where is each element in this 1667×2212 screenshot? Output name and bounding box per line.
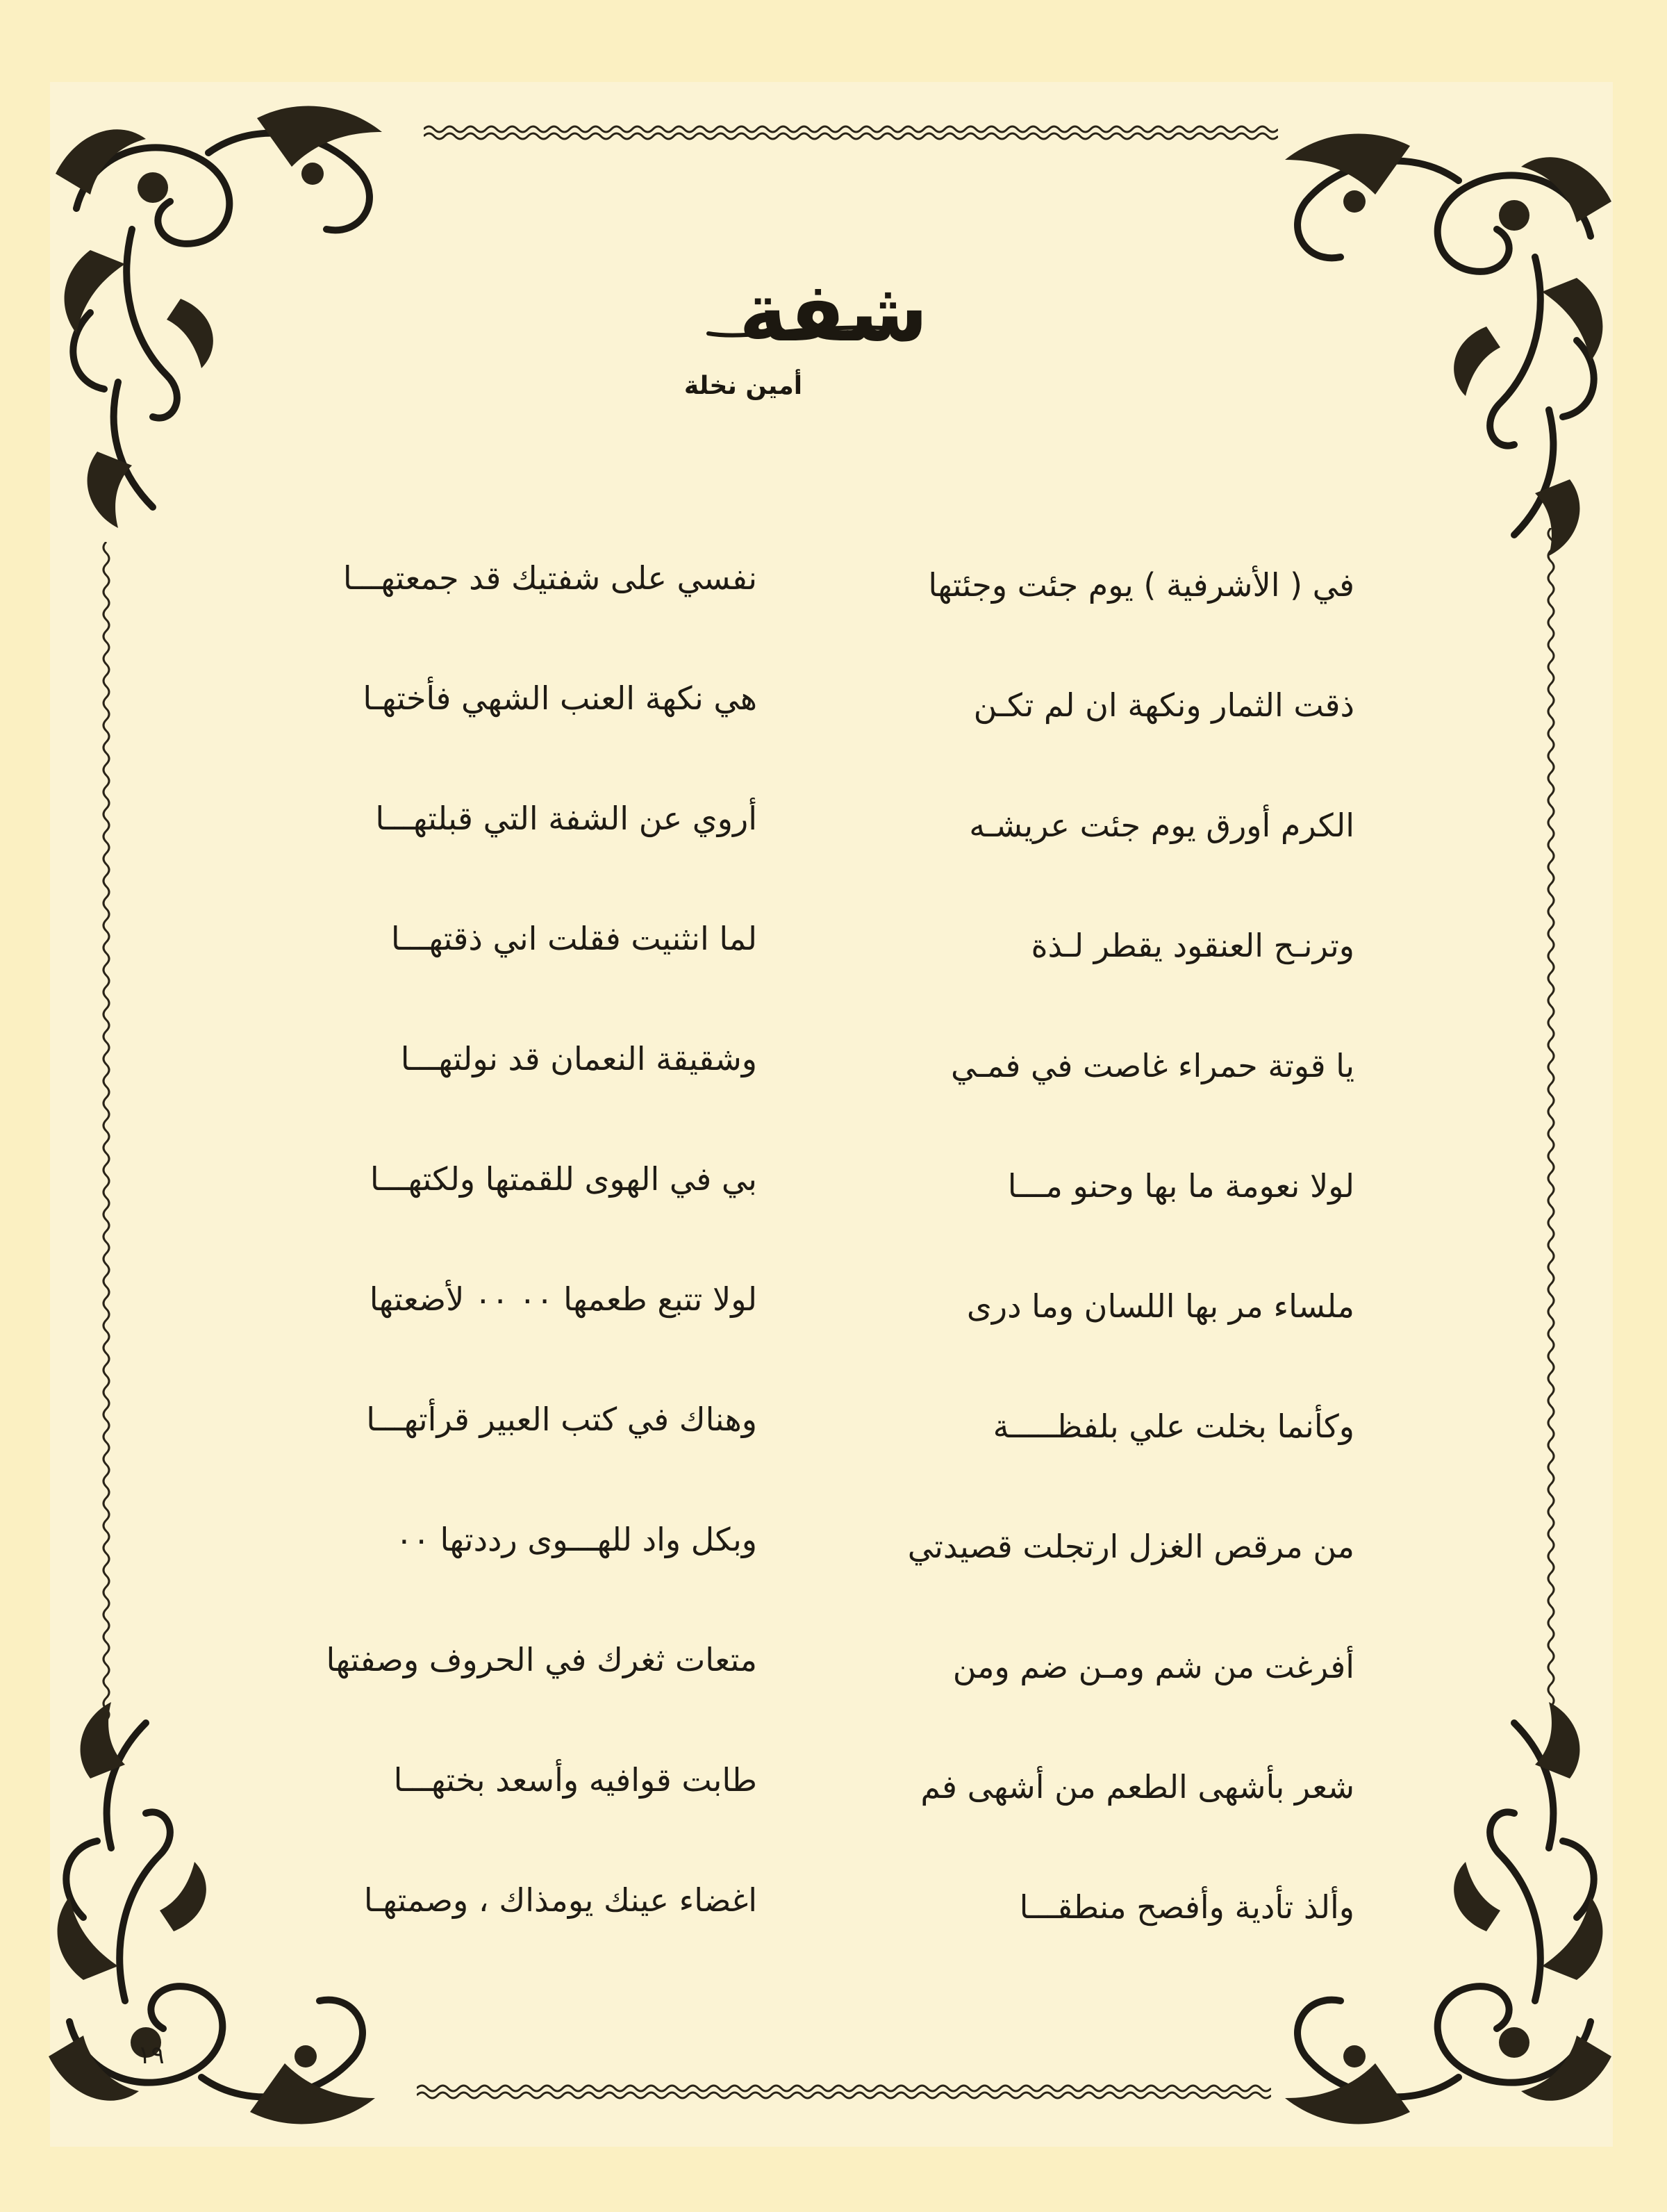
verse-second-hemistich: وشقيقة النعمان قد نولتهـــا (400, 1040, 757, 1078)
verse-second-hemistich: هي نكهة العنب الشهي فأختهـا (363, 679, 757, 717)
verse-second-hemistich: بي في الهوى للقمتها ولكتهـــا (370, 1160, 757, 1198)
verse-first-hemistich: يا قوتة حمراء غاصت في فمـي (951, 1047, 1354, 1084)
verse-second-hemistich: متعات ثغرك في الحروف وصفتها (326, 1641, 757, 1678)
verse-second-hemistich: وهناك في كتب العبير قرأتهـــا (366, 1401, 757, 1438)
bottom-wavy-rule (417, 2081, 1271, 2102)
verse-second-hemistich: أروي عن الشفة التي قبلتهـــا (375, 800, 757, 837)
top-wavy-rule (424, 122, 1278, 143)
verse-first-hemistich: الكرم أورق يوم جئت عريشـه (969, 807, 1354, 844)
verse-first-hemistich: في ( الأشرفية ) يوم جئت وجئتها (928, 566, 1354, 604)
verse-first-hemistich: ملساء مر بها اللسان وما درى (966, 1287, 1354, 1325)
verse-second-hemistich: لما انثنيت فقلت اني ذقتهـــا (390, 920, 757, 957)
poem-title: شفة (738, 264, 929, 360)
verse-first-hemistich: من مرقص الغزل ارتجلت قصيدتي (907, 1528, 1354, 1565)
verse-first-hemistich: شعر بأشهى الطعم من أشهى فم (920, 1768, 1354, 1806)
verse-second-hemistich: لولا تتبع طعمها ٠٠ ٠٠ لأضعتها (369, 1280, 757, 1318)
right-wavy-rule (1541, 528, 1561, 1709)
poem-author: أمين نخلة (683, 372, 803, 400)
verse-second-hemistich: وبكل واد للهـــوى رددتها ٠٠ (395, 1521, 757, 1558)
verse-first-hemistich: لولا نعومة ما بها وحنو مـــا (1007, 1167, 1354, 1205)
page-number: ١٩ (138, 2041, 165, 2070)
verse-second-hemistich: اغضاء عينك يومذاك ، وصمتهـا (363, 1881, 757, 1919)
verse-second-hemistich: طابت قوافيه وأسعد بختهـــا (393, 1761, 757, 1799)
verse-first-hemistich: وترنـح العنقود يقطر لـذة (1031, 927, 1354, 964)
left-wavy-rule (96, 542, 117, 1723)
verse-first-hemistich: ذقت الثمار ونكهة ان لم تكـن (973, 686, 1354, 724)
title-swash-ornament (705, 321, 886, 342)
verse-first-hemistich: وألذ تأدية وأفصح منطقـــا (1019, 1888, 1354, 1926)
verse-first-hemistich: أفرغت من شم ومـن ضم ومن (952, 1648, 1354, 1685)
verse-first-hemistich: وكأنما بخلت علي بلفظـــــة (993, 1408, 1354, 1445)
verse-second-hemistich: نفسي على شفتيك قد جمعتهـــا (342, 559, 757, 597)
